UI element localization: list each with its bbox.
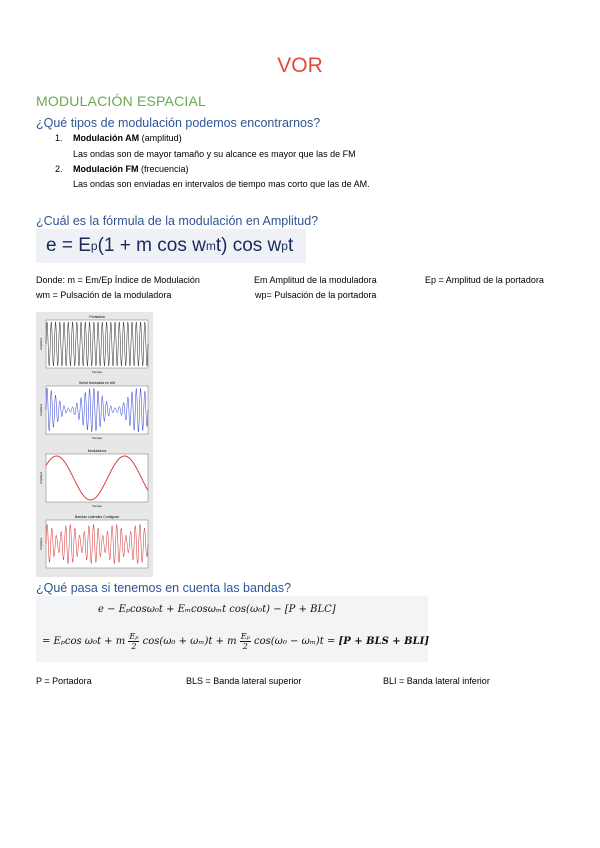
legend-portadora: P = Portadora bbox=[36, 676, 92, 686]
legend-bls: BLS = Banda lateral superior bbox=[186, 676, 302, 686]
frac2-num: Eₚ bbox=[240, 632, 250, 641]
section-heading: MODULACIÓN ESPACIAL bbox=[36, 93, 207, 109]
question-types: ¿Qué tipos de modulación podemos encontrarnos? bbox=[36, 116, 321, 130]
frac1-num: Eₚ bbox=[129, 632, 139, 641]
plot-axes-3 bbox=[46, 454, 148, 502]
definition-wp: wp= Pulsación de la portadora bbox=[255, 290, 377, 300]
eq2-fraction-1 bbox=[128, 632, 139, 651]
list-number-1: 1. bbox=[55, 133, 63, 143]
list-item-fm-rest: (frecuencia) bbox=[138, 164, 189, 174]
question-bands: ¿Qué pasa si tenemos en cuenta las bandas? bbox=[36, 581, 292, 595]
am-formula-image bbox=[36, 229, 306, 263]
formula-b: (1 + m cos w bbox=[97, 235, 206, 256]
band-equation-line-2 bbox=[42, 632, 429, 651]
page-title: VOR bbox=[277, 54, 323, 77]
definition-em: Em Amplitud de la moduladora bbox=[254, 275, 377, 285]
plot-xlabel-2: Tiempo bbox=[92, 436, 102, 440]
plot-title-1: Portadora bbox=[89, 315, 105, 319]
list-item-am-bold: Modulación AM bbox=[73, 133, 140, 143]
modulation-plots-image bbox=[36, 312, 153, 577]
formula-c: t) cos w bbox=[215, 235, 282, 256]
question-formula: ¿Cuál es la fórmula de la modulación en Amplitud? bbox=[36, 214, 319, 228]
frac2-den: 2 bbox=[242, 642, 248, 651]
band-equation-line-1: e − Eₚcosω₀t + Eₘcosωₘt cos(ω₀t) − [P + BLC] bbox=[98, 604, 336, 615]
formula-a-sub: p bbox=[90, 239, 98, 253]
legend-bli: BLI = Banda lateral inferior bbox=[383, 676, 490, 686]
plot-xlabel-1: Tiempo bbox=[92, 370, 102, 374]
list-item-fm bbox=[73, 164, 189, 174]
definition-wm: wm = Pulsación de la moduladora bbox=[36, 290, 172, 300]
list-item-fm-desc: Las ondas son enviadas en intervalos de tiempo mas corto que las de AM. bbox=[73, 179, 370, 189]
formula-d: t bbox=[287, 235, 294, 256]
plot-title-2: Señal Modulada en AM bbox=[78, 381, 116, 385]
list-number-2: 2. bbox=[55, 164, 63, 174]
plot-xlabel-3: Tiempo bbox=[92, 504, 102, 508]
band-equation-image bbox=[36, 596, 428, 662]
list-item-am-rest: (amplitud) bbox=[139, 133, 182, 143]
plot-title-3: Moduladora bbox=[87, 449, 107, 453]
plot-ylabel-4: Amplitud bbox=[39, 538, 43, 550]
plot-title-4: Bandas Laterales Contiguas bbox=[75, 515, 119, 519]
modulation-plots-svg bbox=[36, 312, 153, 577]
formula-a: e = E bbox=[46, 235, 91, 256]
plot-ylabel-2: Amplitud bbox=[39, 404, 43, 416]
formula-b-sub: m bbox=[205, 239, 216, 253]
list-item-fm-bold: Modulación FM bbox=[73, 164, 139, 174]
definition-ep: Ep = Amplitud de la portadora bbox=[425, 275, 544, 285]
eq2-fraction-2 bbox=[240, 632, 251, 651]
plot-ylabel-3: Amplitud bbox=[39, 472, 43, 484]
definition-donde: Donde: m = Em/Ep Índice de Modulación bbox=[36, 275, 200, 285]
frac1-den: 2 bbox=[131, 642, 137, 651]
plot-ylabel-1: Amplitud bbox=[39, 338, 43, 350]
list-item-am-desc: Las ondas son de mayor tamaño y su alcance es mayor que las de FM bbox=[73, 149, 356, 159]
eq2-start: = Eₚcos ω₀t + m bbox=[42, 636, 126, 647]
eq2-mid: cos(ω₀ + ωₘ)t + m bbox=[142, 636, 237, 647]
list-item-am bbox=[73, 133, 182, 143]
eq2-end: cos(ω₀ − ωₘ)t = bbox=[254, 636, 339, 647]
formula-c-sub: p bbox=[281, 239, 288, 253]
eq2-bold: [P + BLS + BLI] bbox=[338, 636, 430, 647]
